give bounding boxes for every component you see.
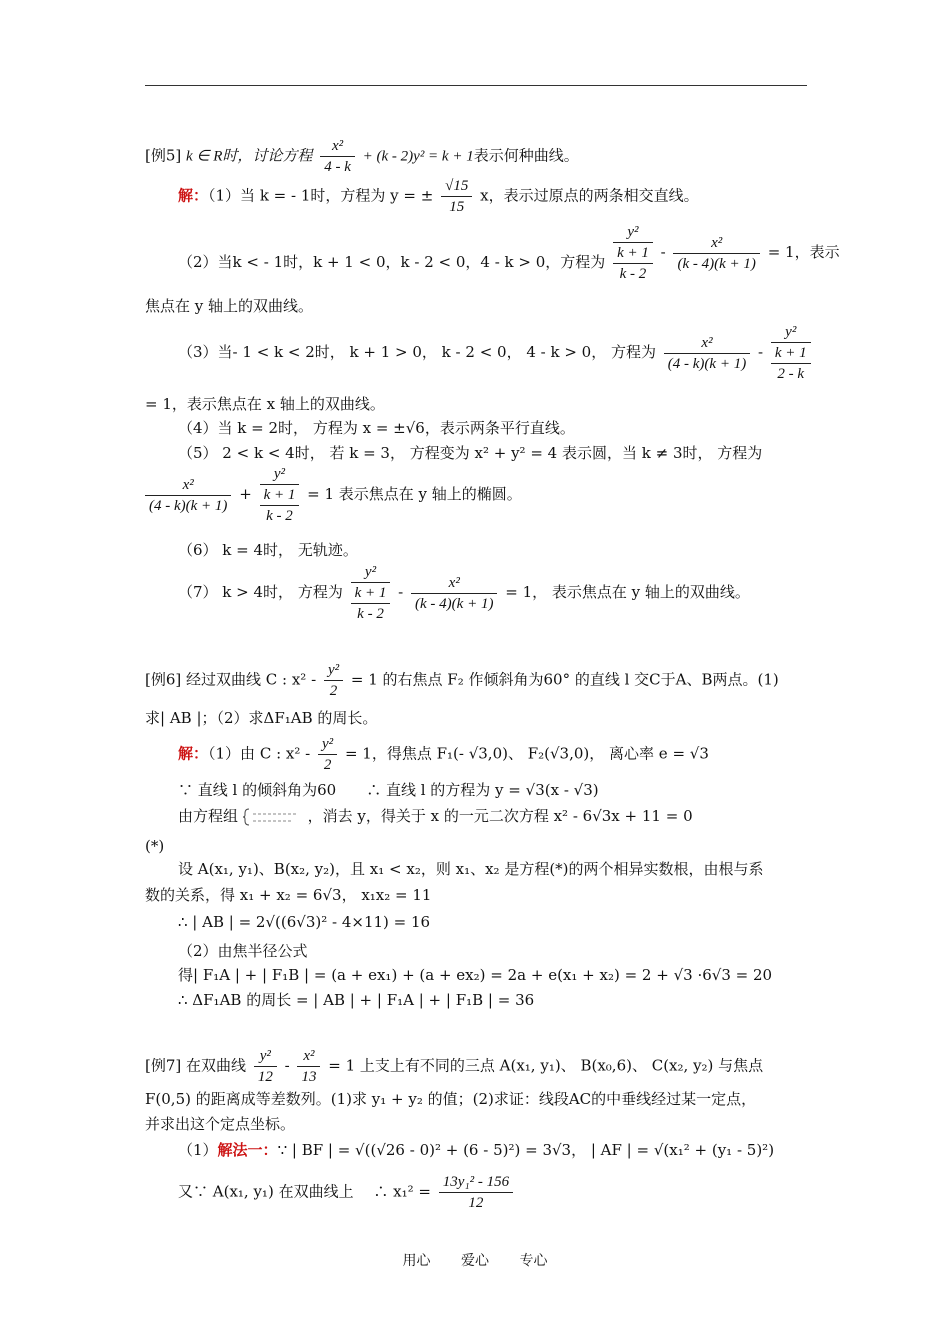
- ex6-step3: 由方程组 ，消去 y，得关于 x 的一元二次方程 x² - 6√3x + 11 = 0: [178, 807, 693, 825]
- ex5-step3: （3）当- 1 < k < 2时， k + 1 > 0， k - 2 < 0， 4 - k > 0， 方程为 $\frac{\text{x²}}{(4 - k)(k + 1)}$ - y² k + 1 2 - k: [178, 322, 843, 384]
- ex6-step4: 设 A(x₁, y₁)、B(x₂, y₂)，且 x₁ < x₂，则 x₁、x₂ 是方程(*)的两个相异实数根，由根与系: [178, 860, 764, 878]
- ex6-step8: ∴ ΔF₁AB 的周长 = | AB | + | F₁A | + | F₁B | = 36: [178, 991, 535, 1009]
- ex5-eq-rest: + (k - 2)y² = k + 1: [362, 148, 474, 165]
- ex5-step5-eq: $\frac{\text{x²}}{(4 - k)(k + 1)}$ + y² k + 1 k - 2 = 1 表示焦点在 y 轴上的椭圆。: [145, 464, 810, 526]
- solution-label: 解：: [178, 186, 209, 205]
- ex5-fraction: $\frac{\text{x²}}{4 - k}$: [320, 136, 355, 177]
- ex6-step7: 得| F₁A | + | F₁B | = (a + ex₁) + (a + ex₂) = 2a + e(x₁ + x₂) = 2 + √3 ·6√3 = 20: [178, 966, 773, 984]
- ex7-step1: （1）解法一：∵ | BF | = √((√26 - 0)² + (6 - 5)²) = 3√3， | AF | = √(x₁² + (y₁ - 5)²): [178, 1141, 775, 1159]
- ex6-star: (*): [145, 837, 165, 855]
- ex6-step4-cont: 数的关系，得 x₁ + x₂ = 6√3， x₁x₂ = 11: [145, 886, 432, 904]
- header-rule: [145, 85, 807, 86]
- ex5-step6: （6） k = 4时， 无轨迹。: [178, 541, 358, 559]
- solution-label: 解法一：: [217, 1141, 278, 1159]
- page-footer: 用心 爱心 专心: [402, 1253, 548, 1269]
- ex6-step6: （2）由焦半径公式: [178, 942, 308, 960]
- solution-label: 解：: [178, 744, 209, 763]
- ex5-step3-cont: = 1，表示焦点在 x 轴上的双曲线。: [145, 395, 385, 413]
- ex7-title-cont2: 并求出这个定点坐标。: [145, 1115, 296, 1133]
- system-brace-icon: [243, 808, 303, 826]
- ex6-step5: ∴ | AB | = 2√((6√3)² - 4×11) = 16: [178, 913, 431, 931]
- ex5-cond: k ∈ R时，讨论方程: [186, 148, 313, 165]
- ex5-label: [例5]: [145, 146, 182, 165]
- ex7-title-cont: F(0,5) 的距离成等差数列。(1)求 y₁ + y₂ 的值；(2)求证：线段AC的中垂线经过某一定点，: [145, 1090, 757, 1108]
- ex5-title: [例5] k ∈ R时，讨论方程 $\frac{\text{x²}}{4 - k}$ + (k - 2)y² = k + 1表示何种曲线。: [145, 138, 579, 175]
- ex5-step1: 解：（1）当 k = - 1时，方程为 y = ± $\frac{√15}{15}$ x，表示过原点的两条相交直线。: [178, 178, 699, 215]
- ex5-step5: （5） 2 < k < 4时， 若 k = 3， 方程变为 x² + y² = 4 表示圆，当 k ≠ 3时， 方程为: [178, 444, 763, 462]
- ex7-step2: 又∵ A(x₁, y₁) 在双曲线上 ∴ x₁² = $\frac{\text{13y₁² - 156}}{12}$: [178, 1172, 843, 1213]
- ex6-step1: 解：（1）由 C : x² - $\frac{\text{y²}}{2}$ = 1，得焦点 F₁(- √3,0)、 F₂(√3,0)， 离心率 e = √3: [178, 736, 709, 773]
- ex5-step2: （2）当k < - 1时，k + 1 < 0，k - 2 < 0，4 - k > 0，方程为 y² k + 1 k - 2 - $\frac{\text{x²}}{(k - 4)(k + 1)}$ = 1，表示: [178, 224, 840, 282]
- ex5-step4: （4）当 k = 2时， 方程为 x = ±√6，表示两条平行直线。: [178, 419, 575, 437]
- ex5-step2-cont: 焦点在 y 轴上的双曲线。: [145, 297, 314, 315]
- ex6-title: [例6] 经过双曲线 C : x² - $\frac{\text{y²}}{2}$ = 1 的右焦点 F₂ 作倾斜角为60° 的直线 l 交C于A、B两点。(1): [145, 662, 779, 699]
- ex5-step7: （7） k > 4时， 方程为 y² k + 1 k - 2 - $\frac{\text{x²}}{(k - 4)(k + 1)}$ = 1， 表示焦点在 y 轴上的双曲线。: [178, 564, 750, 622]
- ex6-step2: ∵ 直线 l 的倾斜角为60 ∴ 直线 l 的方程为 y = √3(x - √3): [178, 781, 599, 799]
- ex7-title: [例7] 在双曲线 $\frac{\text{y²}}{12}$ - $\frac{\text{x²}}{13}$ = 1 上支上有不同的三点 A(x₁, y₁)、 B(x₀,6)、 C(x₂, y₂) 与焦点: [145, 1048, 764, 1085]
- ex6-title-cont: 求| AB |；（2）求ΔF₁AB 的周长。: [145, 709, 378, 727]
